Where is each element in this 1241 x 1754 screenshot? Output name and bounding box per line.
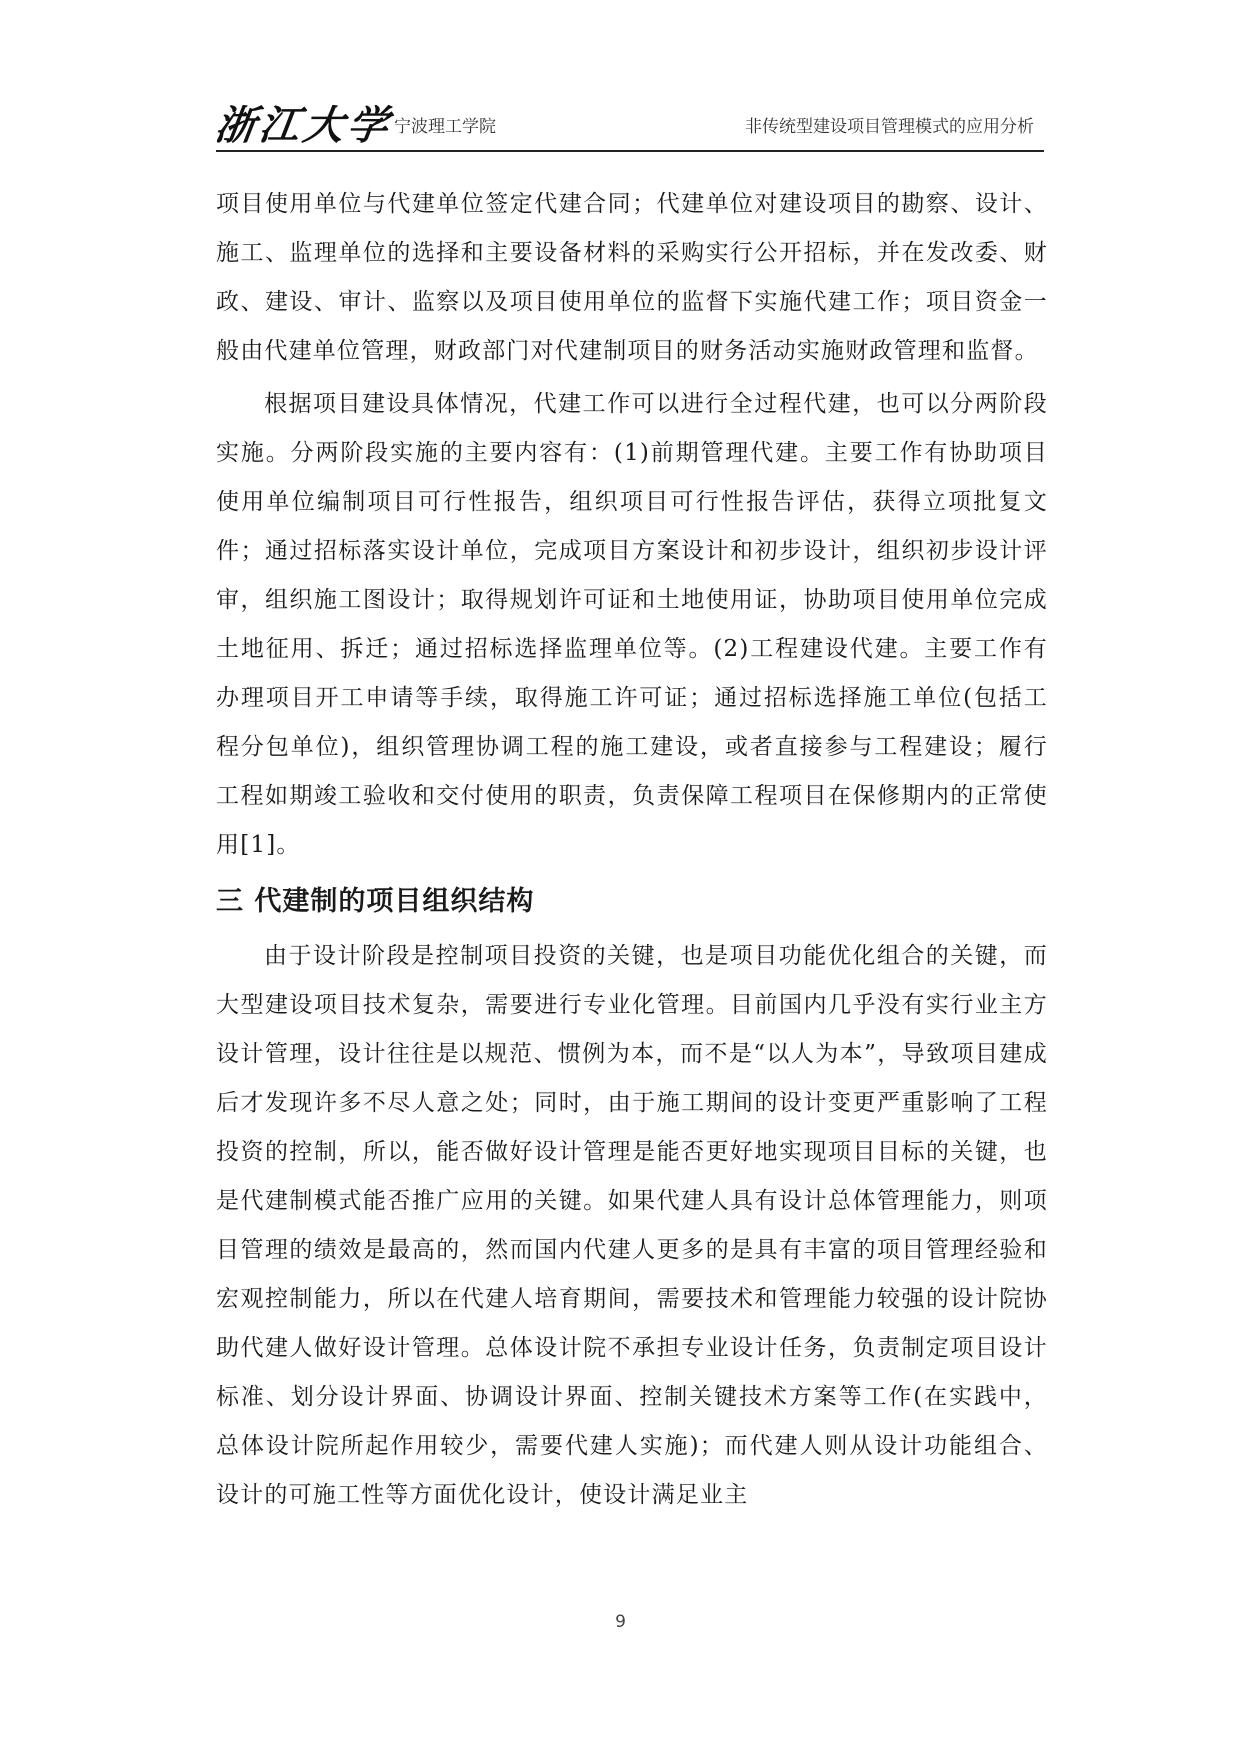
paragraph-1: 项目使用单位与代建单位签定代建合同；代建单位对建设项目的勘察、设计、施工、监理单位的选择和主要设备材料的采购实行公开招标，并在发改委、财政、建设、审计、监察以及项目使用单位的监督下实施代建工作；项目资金一般由代建单位管理，财政部门对代建制项目的财务活动实施财政管理和监督。 <box>216 191 1048 364</box>
page-body <box>216 180 1048 1524</box>
paragraph-3: 由于设计阶段是控制项目投资的关键，也是项目功能优化组合的关键，而大型建设项目技术复杂，需要进行专业化管理。目前国内几乎没有实行业主方设计管理，设计往往是以规范、惯例为本，而不是“以人为本”，导致项目建成后才发现许多不尽人意之处；同时，由于施工期间的设计变更严重影响了工程投资的控制，所以，能否做好设计管理是能否更好地实现项目目标的关键，也是代建制模式能否推广应用的关键。如果代建人具有设计总体管理能力，则项目管理的绩效是最高的，然而国内代建人更多的是具有丰富的项目管理经验和宏观控制能力，所以在代建人培育期间，需要技术和管理能力较强的设计院协助代建人做好设计管理。总体设计院不承担专业设计任务，负责制定项目设计标准、划分设计界面、协调设计界面、控制关键技术方案等工作(在实践中，总体设计院所起作用较少，需要代建人实施)；而代建人则从设计功能组合、设计的可施工性等方面优化设计，使设计满足业主 <box>216 943 1048 1508</box>
university-logo: 浙江大学 <box>212 102 395 149</box>
running-title: 非传统型建设项目管理模式的应用分析 <box>745 117 1034 137</box>
paragraph-2: 根据项目建设具体情况，代建工作可以进行全过程代建，也可以分两阶段实施。分两阶段实施的主要内容有：(1)前期管理代建。主要工作有协助项目使用单位编制项目可行性报告，组织项目可行性报告评估，获得立项批复文件；通过招标落实设计单位，完成项目方案设计和初步设计，组织初步设计评审，组织施工图设计；取得规划许可证和土地使用证，协助项目使用单位完成土地征用、拆迁；通过招标选择监理单位等。(2)工程建设代建。主要工作有办理项目开工申请等手续，取得施工许可证；通过招标选择施工单位(包括工程分包单位)，组织管理协调工程的施工建设，或者直接参与工程建设；履行工程如期竣工验收和交付使用的职责，负责保障工程项目在保修期内的正常使用[1]。 <box>216 391 1048 858</box>
page-header <box>212 88 1044 152</box>
section-heading: 三 代建制的项目组织结构 <box>216 886 535 917</box>
page-number: 9 <box>615 1612 626 1632</box>
institute-name: 宁波理工学院 <box>394 117 496 137</box>
